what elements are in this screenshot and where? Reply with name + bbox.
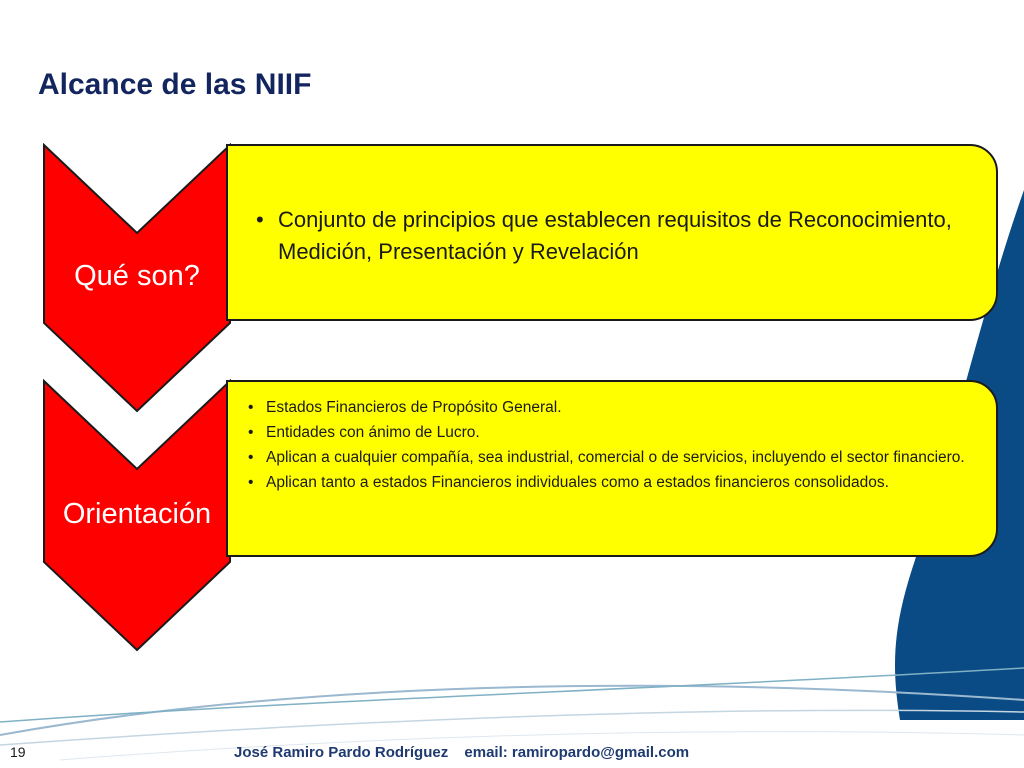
slide-title: Alcance de las NIIF — [38, 68, 312, 101]
panel-que-son — [226, 144, 998, 321]
bullet-item: • Aplican tanto a estados Financieros individuales como a estados financieros consolidados. — [266, 473, 986, 493]
bullet-item: • Conjunto de principios que establecen requisitos de Reconocimiento, Medición, Presentación y Revelación — [278, 204, 984, 268]
panel-orientacion — [226, 380, 998, 557]
bullet-item: • Aplican a cualquier compañía, sea industrial, comercial o de servicios, incluyendo el sector financiero. — [266, 448, 986, 468]
section-label-que-son: Qué son? — [74, 260, 200, 292]
footer-email: email: ramiropardo@gmail.com — [464, 744, 690, 761]
swoosh-line — [0, 710, 1024, 745]
bullet-item: • Entidades con ánimo de Lucro. — [266, 423, 986, 443]
slide-number: 19 — [10, 744, 26, 760]
footer-author: José Ramiro Pardo Rodríguez — [234, 744, 449, 761]
bullet-item: • Estados Financieros de Propósito General. — [266, 398, 986, 418]
footer — [234, 744, 689, 761]
section-label-orientacion: Orientación — [62, 498, 212, 530]
swoosh-line — [0, 668, 1024, 722]
